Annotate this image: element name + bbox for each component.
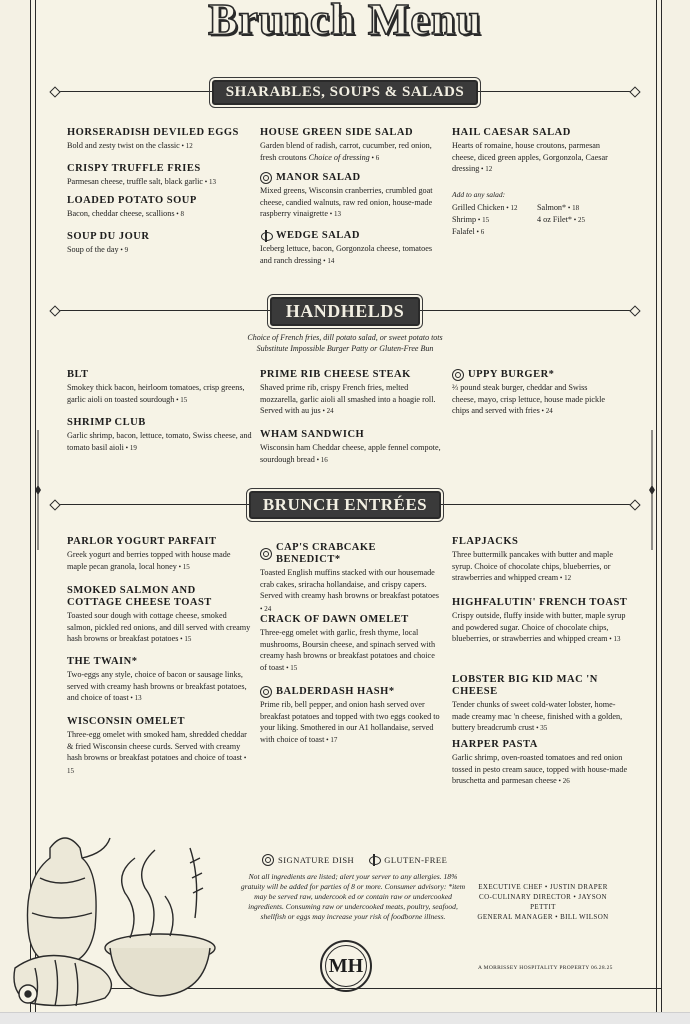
item-name: CRISPY TRUFFLE FRIES <box>67 163 201 174</box>
item-name: LOBSTER BIG KID MAC 'N CHEESE <box>452 674 598 697</box>
menu-item <box>67 163 252 189</box>
item-desc: Toasted English muffins stacked with our housemade crab cakes, sriracha hollandaise, and crispy capers. Served with creamy hash browns or breakfast potatoes • 24 <box>260 568 439 613</box>
item-desc: Greek yogurt and berries topped with house made maple pecan granola, local honey • 15 <box>67 550 231 571</box>
menu-item <box>260 172 442 221</box>
banner-sharables <box>55 77 635 107</box>
item-desc: Bacon, cheddar cheese, scallions • 8 <box>67 209 184 218</box>
signature-dish-icon <box>262 854 274 866</box>
legend-gluten-free: GLUTEN-FREE <box>368 854 447 866</box>
signature-dish-icon <box>260 172 272 184</box>
menu-item <box>452 536 632 585</box>
disclaimer: Not all ingredients are listed; alert your server to any allergies. 18% gratuity will be added for parties of 8 or more. Consumer advisory: *item may be served raw, undercook ed or contain raw or undercooked ingredients. Consuming raw or undercooked meats, poultry, seafood, shellfish or eggs may increase your risk of foodborne illness. <box>240 872 466 921</box>
item-name: WEDGE SALAD <box>260 230 442 242</box>
item-name: THE TWAIN* <box>67 656 138 667</box>
item-desc: Wisconsin ham Cheddar cheese, apple fennel compote, sourdough bread • 16 <box>260 443 441 464</box>
legend <box>262 854 447 866</box>
item-desc: Mixed greens, Wisconsin cranberries, crumbled goat cheese, candied walnuts, raw red onion, house-made raspberry vinaigrette • 13 <box>260 186 433 218</box>
menu-item <box>67 127 252 153</box>
menu-item <box>260 230 442 267</box>
item-name: CAP'S CRABCAKE BENEDICT* <box>260 542 442 566</box>
item-name: SHRIMP CLUB <box>67 417 146 428</box>
coffee-croissant-illustration <box>10 818 218 1010</box>
property-line: A MORRISSEY HOSPITALITY PROPERTY 06.28.25 <box>478 965 613 971</box>
handhelds-note-2: Substitute Impossible Burger Patty or Gluten-Free Bun <box>256 344 434 353</box>
item-desc: Iceberg lettuce, bacon, Gorgonzola cheese, tomatoes and ranch dressing • 14 <box>260 244 433 265</box>
item-desc: Two-eggs any style, choice of bacon or sausage links, served with creamy hash browns or breakfast potatoes, and choice of toast • 13 <box>67 670 247 702</box>
signature-dish-icon <box>260 548 272 560</box>
addon-item: Shrimp • 15 <box>452 215 490 224</box>
legend-signature: SIGNATURE DISH <box>262 854 354 866</box>
item-desc: Garlic shrimp, oven-roasted tomatoes and red onion tossed in pesto cream sauce, topped with house-made bruschetta and parmesan cheese • 26 <box>452 753 628 785</box>
banner-handhelds <box>55 296 635 326</box>
item-desc: Hearts of romaine, house croutons, parmesan cheese, diced green apples, Gorgonzola, Caesar dressing • 12 <box>452 141 608 173</box>
menu-item <box>67 585 252 646</box>
item-desc: Three buttermilk pancakes with butter and maple syrup. Choice of chocolate chips, blueberries, or strawberries and whipped cream • 12 <box>452 550 613 582</box>
addon-item: Falafel • 6 <box>452 227 485 236</box>
item-name: HORSERADISH DEVILED EGGS <box>67 127 239 138</box>
item-name: CRACK OF DAWN OMELET <box>260 614 409 625</box>
item-desc: Toasted sour dough with cottage cheese, smoked salmon, pickled red onions, and dill served with creamy hash browns or breakfast potatoes • 15 <box>67 611 251 643</box>
handhelds-note-1: Choice of French fries, dill potato salad, or sweet potato tots <box>247 333 443 342</box>
item-desc: ⅔ pound steak burger, cheddar and Swiss cheese, mayo, crisp lettuce, house made pickle chips and served with fries • 24 <box>452 383 605 415</box>
item-desc: Garden blend of radish, carrot, cucumber, red onion, fresh croutons Choice of dressing • 6 <box>260 141 432 162</box>
item-desc: Tender chunks of sweet cold-water lobster, home-made creamy mac 'n cheese, finished with a golden, buttery breadcrumb crust • 35 <box>452 700 623 732</box>
menu-title: Brunch Menu <box>208 0 482 44</box>
item-name: LOADED POTATO SOUP <box>67 195 197 206</box>
banner-sharables-label: SHARABLES, SOUPS & SALADS <box>212 80 478 105</box>
item-name: SOUP DU JOUR <box>67 231 150 242</box>
item-desc: Garlic shrimp, bacon, lettuce, tomato, Swiss cheese, and tomato basil aioli • 19 <box>67 431 252 452</box>
item-name: HIGHFALUTIN' FRENCH TOAST <box>452 597 628 608</box>
menu-item <box>67 417 252 454</box>
banner-entrees-label: BRUNCH ENTRÉES <box>249 491 441 519</box>
menu-item <box>452 597 632 646</box>
item-desc: Three-egg omelet with garlic, fresh thyme, local mushrooms, Boursin cheese, and spinach served with creamy hash browns or breakfast potatoes and choice of toast • 15 <box>260 628 436 672</box>
addon-item: Grilled Chicken • 12 <box>452 203 518 212</box>
menu-item <box>260 127 442 164</box>
credit-line: GENERAL MANAGER • BILL WILSON <box>477 913 609 921</box>
menu-item <box>452 739 632 788</box>
item-name: BLT <box>67 369 89 380</box>
item-name: UPPY BURGER* <box>452 369 612 381</box>
item-desc: Bold and zesty twist on the classic • 12 <box>67 141 193 150</box>
signature-dish-icon <box>260 686 272 698</box>
side-ornament-right <box>648 430 656 550</box>
item-name-line-2: COTTAGE CHEESE TOAST <box>67 597 212 608</box>
item-name: WISCONSIN OMELET <box>67 716 185 727</box>
item-name: FLAPJACKS <box>452 536 519 547</box>
credit-line: CO-CULINARY DIRECTOR • JAYSON PETTIT <box>479 893 607 911</box>
credits <box>468 882 618 922</box>
menu-item <box>67 536 252 573</box>
item-name: BALDERDASH HASH* <box>260 686 442 698</box>
menu-item <box>67 369 252 406</box>
menu-item <box>260 686 442 746</box>
monogram-logo: MH <box>320 940 372 992</box>
menu-item <box>67 195 252 221</box>
menu-item <box>260 429 442 466</box>
menu-item <box>452 674 632 735</box>
banner-handhelds-label: HANDHELDS <box>270 297 421 326</box>
item-desc: Crispy outside, fluffy inside with butter, maple syrup and powdered sugar. Choice of chocolate chips, blueberries, or strawberries and whipped cream • 13 <box>452 611 626 643</box>
item-name: HAIL CAESAR SALAD <box>452 127 571 138</box>
item-desc: Shaved prime rib, crispy French fries, melted mozzarella, garlic aioli all smashed into a hoagie roll. Served with au jus • 24 <box>260 383 436 415</box>
bottom-bar <box>0 1012 690 1024</box>
item-name: MANOR SALAD <box>260 172 442 184</box>
addon-item: 4 oz Filet* • 25 <box>537 215 585 224</box>
banner-entrees <box>55 490 635 520</box>
item-name: PARLOR YOGURT PARFAIT <box>67 536 217 547</box>
menu-item <box>67 656 252 705</box>
gluten-free-icon <box>368 854 380 866</box>
item-desc: Soup of the day • 9 <box>67 245 129 254</box>
item-desc: Prime rib, bell pepper, and onion hash served over breakfast potatoes and topped with two eggs cooked to your liking. Smothered in our A1 hollandaise, served with choice of toast • 17 <box>260 700 440 744</box>
item-name: PRIME RIB CHEESE STEAK <box>260 369 411 380</box>
gluten-free-icon <box>260 230 272 242</box>
item-desc: Parmesan cheese, truffle salt, black garlic • 13 <box>67 177 216 186</box>
menu-item <box>260 542 442 615</box>
menu-item <box>452 369 612 418</box>
menu-item <box>67 231 252 257</box>
addon-item: Salmon* • 18 <box>537 203 580 212</box>
side-ornament-left <box>34 430 42 550</box>
item-name: HOUSE GREEN SIDE SALAD <box>260 127 414 138</box>
menu-item <box>452 127 612 176</box>
item-name: SMOKED SALMON AND <box>67 585 196 596</box>
credit-line: EXECUTIVE CHEF • JUSTIN DRAPER <box>478 883 608 891</box>
menu-item <box>260 614 442 674</box>
item-desc: Three-egg omelet with smoked ham, shredded cheddar & fried Wisconsin cheese curds. Served with creamy hash browns or breakfast potatoes and choice of toast • 15 <box>67 730 247 775</box>
addons-heading: Add to any salad: <box>452 190 506 199</box>
item-name: WHAM SANDWICH <box>260 429 365 440</box>
menu-item <box>67 716 252 777</box>
menu-item <box>260 369 442 418</box>
item-desc: Smokey thick bacon, heirloom tomatoes, crisp greens, garlic aioli on toasted sourdough • 15 <box>67 383 245 404</box>
item-name: HARPER PASTA <box>452 739 538 750</box>
signature-dish-icon <box>452 369 464 381</box>
